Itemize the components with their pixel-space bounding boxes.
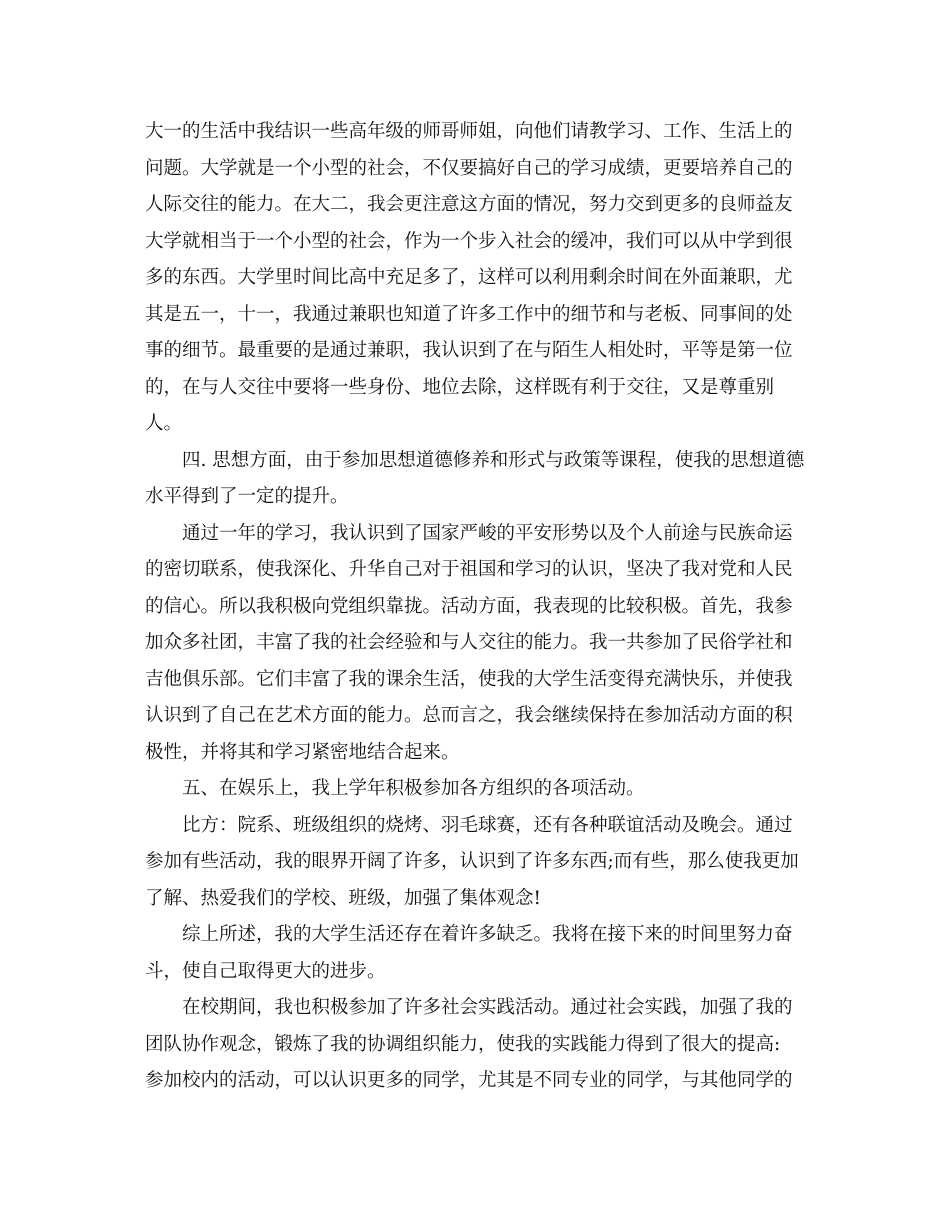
section-heading-entertainment: 五、在娱乐上，我上学年积极参加各方组织的各项活动。: [182, 778, 645, 799]
document-body: [145, 114, 805, 1100]
text-line: 事的细节。最重要的是通过兼职，我认识到了在与陌生人相处时，平等是第一位: [145, 340, 793, 361]
text-line: 大一的生活中我结识一些高年级的师哥师姐，向他们请教学习、工作、生活上的: [145, 121, 793, 142]
text-line: 参加有些活动，我的眼界开阔了许多，认识到了许多东西;而有些，那么使我更加: [145, 851, 799, 872]
text-line: 认识到了自己在艺术方面的能力。总而言之，我会继续保持在参加活动方面的积: [145, 705, 793, 726]
text-line: 了解、热爱我们的学校、班级，加强了集体观念!: [145, 887, 541, 909]
text-line: 问题。大学就是一个小型的社会，不仅要搞好自己的学习成绩，更要培养自己的: [145, 157, 793, 179]
text-line: 其是五一，十一，我通过兼职也知道了许多工作中的细节和与老板、同事间的处: [145, 303, 793, 325]
text-line: 的密切联系，使我深化、升华自己对于祖国和学习的认识，坚决了我对党和人民: [145, 559, 793, 580]
text-line: 吉他俱乐部。它们丰富了我的课余生活，使我的大学生活变得充满快乐，并使我: [145, 668, 793, 690]
text-line: 加众多社团，丰富了我的社会经验和与人交往的能力。我一共参加了民俗学社和: [145, 632, 793, 653]
text-line: 的，在与人交往中要将一些身份、地位去除，这样既有利于交往，又是尊重别: [145, 376, 775, 398]
paragraph-start: 在校期间，我也积极参加了许多社会实践活动。通过社会实践，加强了我的: [182, 997, 793, 1018]
text-line: 的信心。所以我积极向党组织靠拢。活动方面，我表现的比较积极。首先，我参: [145, 595, 793, 617]
text-line: 人际交往的能力。在大二，我会更注意这方面的情况，努力交到更多的良师益友: [145, 194, 793, 215]
section-heading-thought: 四. 思想方面，由于参加思想道德修养和形式与政策等课程，使我的思想道德: [182, 449, 805, 471]
text-line: 多的东西。大学里时间比高中充足多了，这样可以利用剩余时间在外面兼职，尤: [145, 267, 793, 288]
text-line: 团队协作观念，锻炼了我的协调组织能力，使我的实践能力得到了很大的提高:: [145, 1033, 781, 1055]
paragraph-start: 综上所述，我的大学生活还存在着许多缺乏。我将在接下来的时间里努力奋: [182, 924, 793, 945]
paragraph-start: 通过一年的学习，我认识到了国家严峻的平安形势以及个人前途与民族命运: [182, 522, 793, 544]
text-line: 参加校内的活动，可以认识更多的同学，尤其是不同专业的同学，与其他同学的: [145, 1070, 793, 1091]
paragraph-start: 比方：院系、班级组织的烧烤、羽毛球赛，还有各种联谊活动及晚会。通过: [182, 814, 793, 836]
text-line: 极性，并将其和学习紧密地结合起来。: [145, 741, 460, 763]
text-line: 斗，使自己取得更大的进步。: [145, 960, 386, 982]
text-line: 水平得到了一定的提升。: [145, 486, 349, 507]
text-line: 人。: [145, 413, 183, 434]
text-line: 大学就相当于一个小型的社会，作为一个步入社会的缓冲，我们可以从中学到很: [145, 230, 793, 252]
